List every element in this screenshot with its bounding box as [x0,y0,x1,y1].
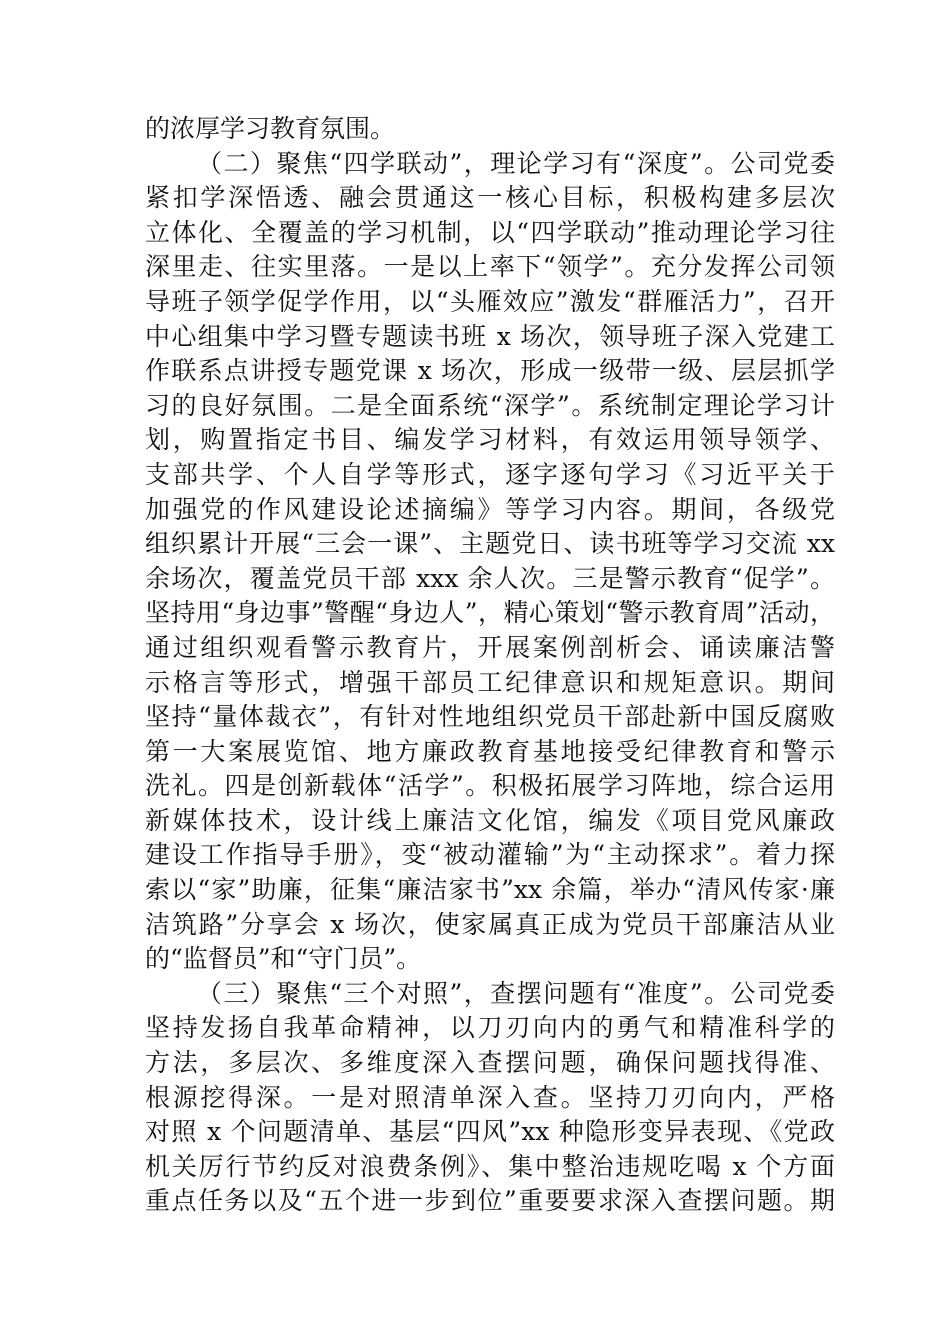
text-line: （二）聚焦“四学联动”，理论学习有“深度”。公司党委 [197,148,835,178]
body-text [145,112,835,1219]
text-line: 的“监督员”和“守门员”。 [145,944,422,974]
text-line: （三）聚焦“三个对照”，查摆问题有“准度”。公司党委 [197,978,835,1008]
text-line: 支部共学、个人自学等形式，逐字逐句学习《习近平关于 [145,459,835,489]
text-line: 作联系点讲授专题党课 x 场次，形成一级带一级、层层抓学 [145,356,835,386]
text-line: 第一大案展览馆、地方廉政教育基地接受纪律教育和警示 [145,736,835,766]
text-line: 通过组织观看警示教育片，开展案例剖析会、诵读廉洁警 [145,632,835,662]
text-line: 习的良好氛围。二是全面系统“深学”。系统制定理论学习计 [145,390,835,420]
text-line: 根源挖得深。一是对照清单深入查。坚持刀刃向内，严格 [145,1082,835,1112]
text-line: 洗礼。四是创新载体“活学”。积极拓展学习阵地，综合运用 [145,771,835,801]
text-line: 余场次，覆盖党员干部 xxx 余人次。三是警示教育“促学”。 [145,563,835,593]
text-line: 新媒体技术，设计线上廉洁文化馆，编发《项目党风廉政 [145,805,835,835]
text-line: 紧扣学深悟透、融会贯通这一核心目标，积极构建多层次 [145,183,835,213]
text-line: 深里走、往实里落。一是以上率下“领学”。充分发挥公司领 [145,252,835,282]
text-line: 示格言等形式，增强干部员工纪律意识和规矩意识。期间 [145,667,835,697]
text-line: 对照 x 个问题清单、基层“四风”xx 种隐形变异表现、《党政 [145,1117,835,1147]
text-line: 加强党的作风建设论述摘编》等学习内容。期间，各级党 [145,494,835,524]
text-line: 建设工作指导手册》，变“被动灌输”为“主动探求”。着力探 [145,840,835,870]
text-line: 坚持发扬自我革命精神，以刀刃向内的勇气和精准科学的 [145,1013,835,1043]
text-line: 导班子领学促学作用，以“头雁效应”激发“群雁活力”，召开 [145,286,835,316]
text-line: 坚持“量体裁衣”，有针对性地组织党员干部赴新中国反腐败 [145,702,835,732]
text-line: 坚持用“身边事”警醒“身边人”，精心策划“警示教育周”活动， [145,598,835,628]
text-line: 索以“家”助廉，征集“廉洁家书”xx 余篇，举办“清风传家·廉 [145,875,835,905]
text-line: 组织累计开展“三会一课”、主题党日、读书班等学习交流 xx [145,529,835,559]
text-line: 划，购置指定书目、编发学习材料，有效运用领导领学、 [145,425,835,455]
text-line: 中心组集中学习暨专题读书班 x 场次，领导班子深入党建工 [145,321,835,351]
text-line: 重点任务以及“五个进一步到位”重要要求深入查摆问题。期 [145,1186,835,1216]
text-line: 的浓厚学习教育氛围。 [145,114,396,143]
text-line: 方法，多层次、多维度深入查摆问题，确保问题找得准、 [145,1048,835,1078]
text-line: 立体化、全覆盖的学习机制，以“四学联动”推动理论学习往 [145,217,835,247]
text-line: 机关厉行节约反对浪费条例》、集中整治违规吃喝 x 个方面 [145,1151,835,1181]
text-line: 洁筑路”分享会 x 场次，使家属真正成为党员干部廉洁从业 [145,909,835,939]
